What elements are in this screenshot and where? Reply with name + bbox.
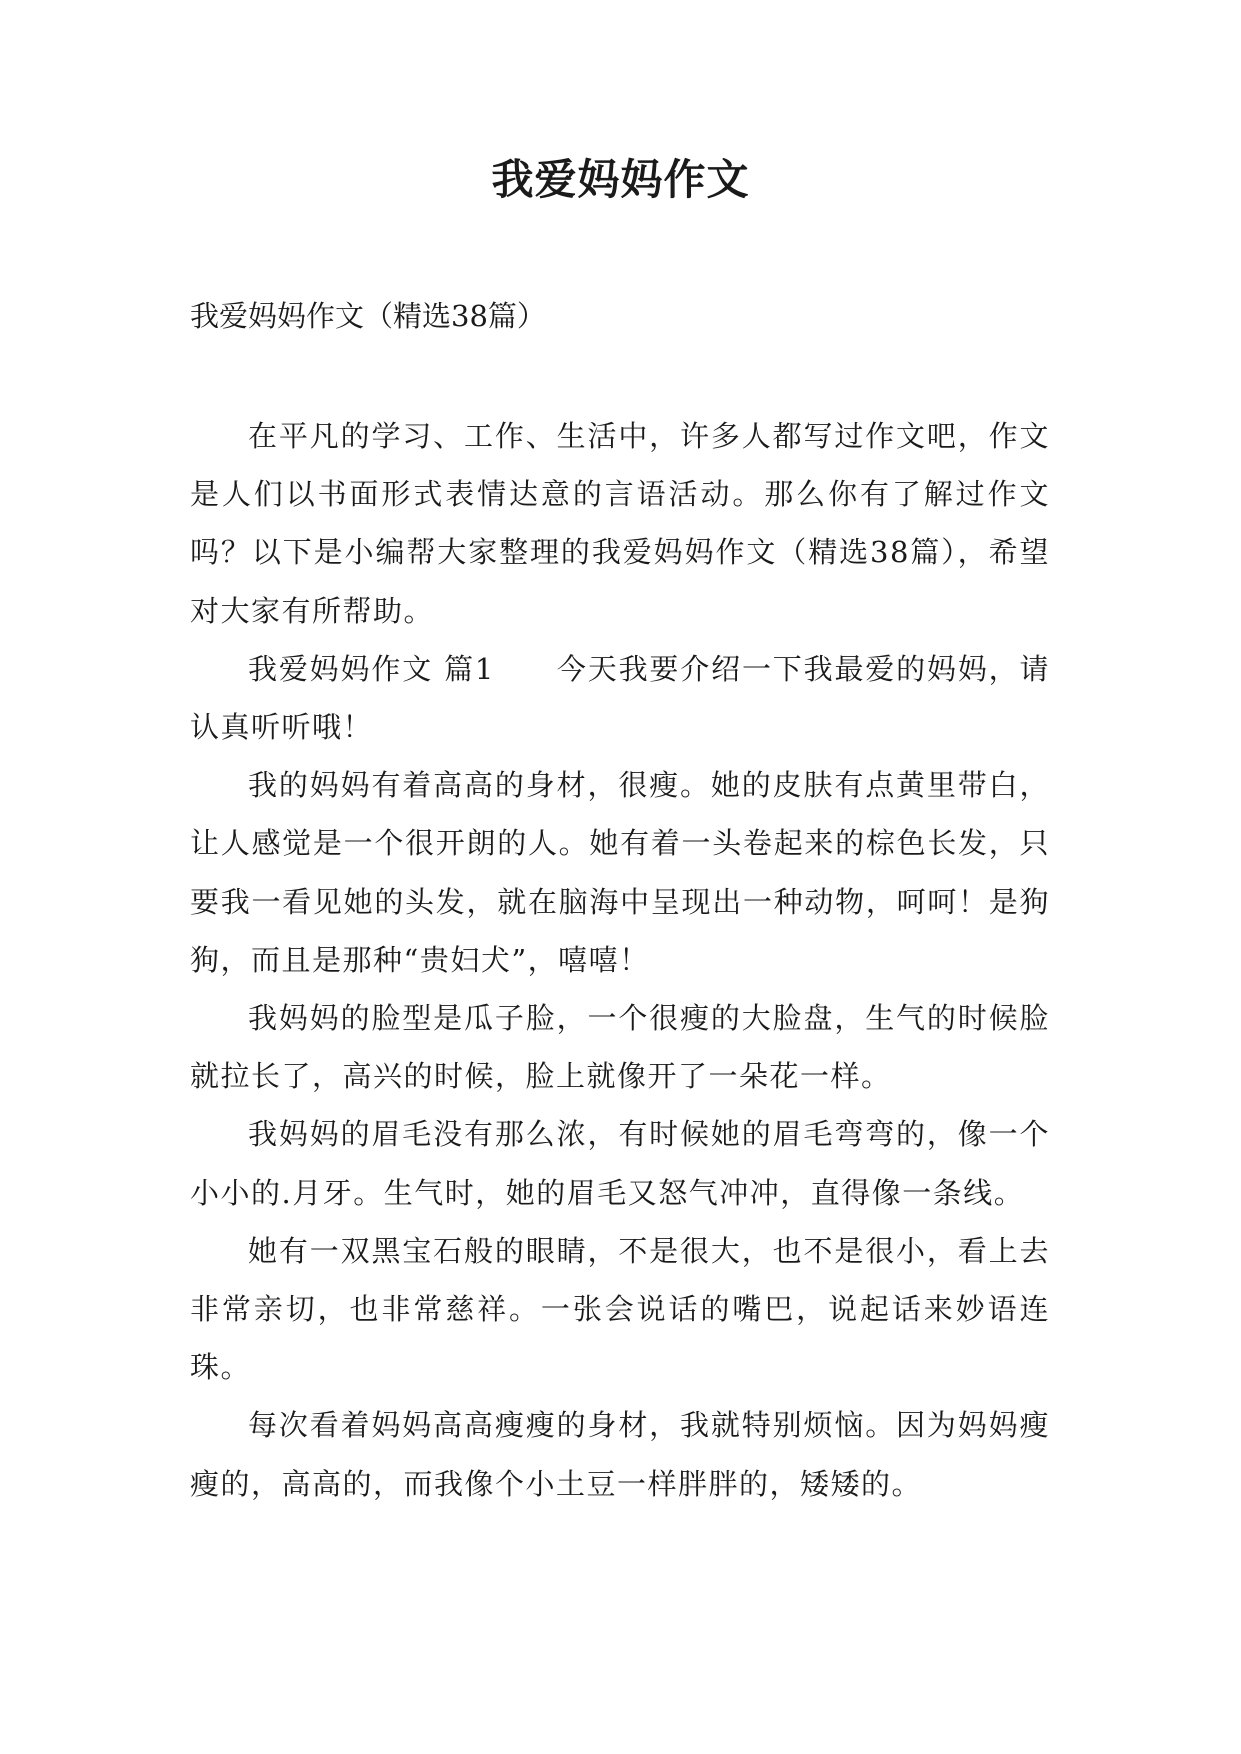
- document-subtitle: 我爱妈妈作文（精选38篇）: [190, 299, 546, 333]
- body-paragraph: 我的妈妈有着高高的身材，很瘦。她的皮肤有点黄里带白，让人感觉是一个很开朗的人。她有着一头卷起来的棕色长发，只要我一看见她的头发，就在脑海中呈现出一种动物，呵呵！是狗狗，而且是那种“贵妇犬”，嘻嘻！: [190, 768, 1050, 977]
- intro-paragraph: 在平凡的学习、工作、生活中，许多人都写过作文吧，作文是人们以书面形式表情达意的言语活动。那么你有了解过作文吗？以下是小编帮大家整理的我爱妈妈作文（精选38篇），希望对大家有所帮助。: [190, 419, 1050, 628]
- body-paragraph: 我妈妈的脸型是瓜子脸，一个很瘦的大脸盘，生气的时候脸就拉长了，高兴的时候，脸上就像开了一朵花一样。: [190, 1001, 1050, 1094]
- body-paragraph: 她有一双黑宝石般的眼睛，不是很大，也不是很小，看上去非常亲切，也非常慈祥。一张会说话的嘴巴，说起话来妙语连珠。: [190, 1233, 1050, 1385]
- section-1-opening-paragraph: 我爱妈妈作文 篇1 今天我要介绍一下我最爱的妈妈，请认真听听哦！: [190, 651, 1050, 745]
- body-paragraph: 我妈妈的眉毛没有那么浓，有时候她的眉毛弯弯的，像一个小小的.月牙。生气时，她的眉毛又怒气冲冲，直得像一条线。: [190, 1117, 1050, 1210]
- document-body: [190, 407, 1050, 1513]
- body-paragraph: 每次看着妈妈高高瘦瘦的身材，我就特别烦恼。因为妈妈瘦瘦的，高高的，而我像个小土豆一样胖胖的，矮矮的。: [190, 1408, 1050, 1501]
- document-title: 我爱妈妈作文: [491, 155, 750, 204]
